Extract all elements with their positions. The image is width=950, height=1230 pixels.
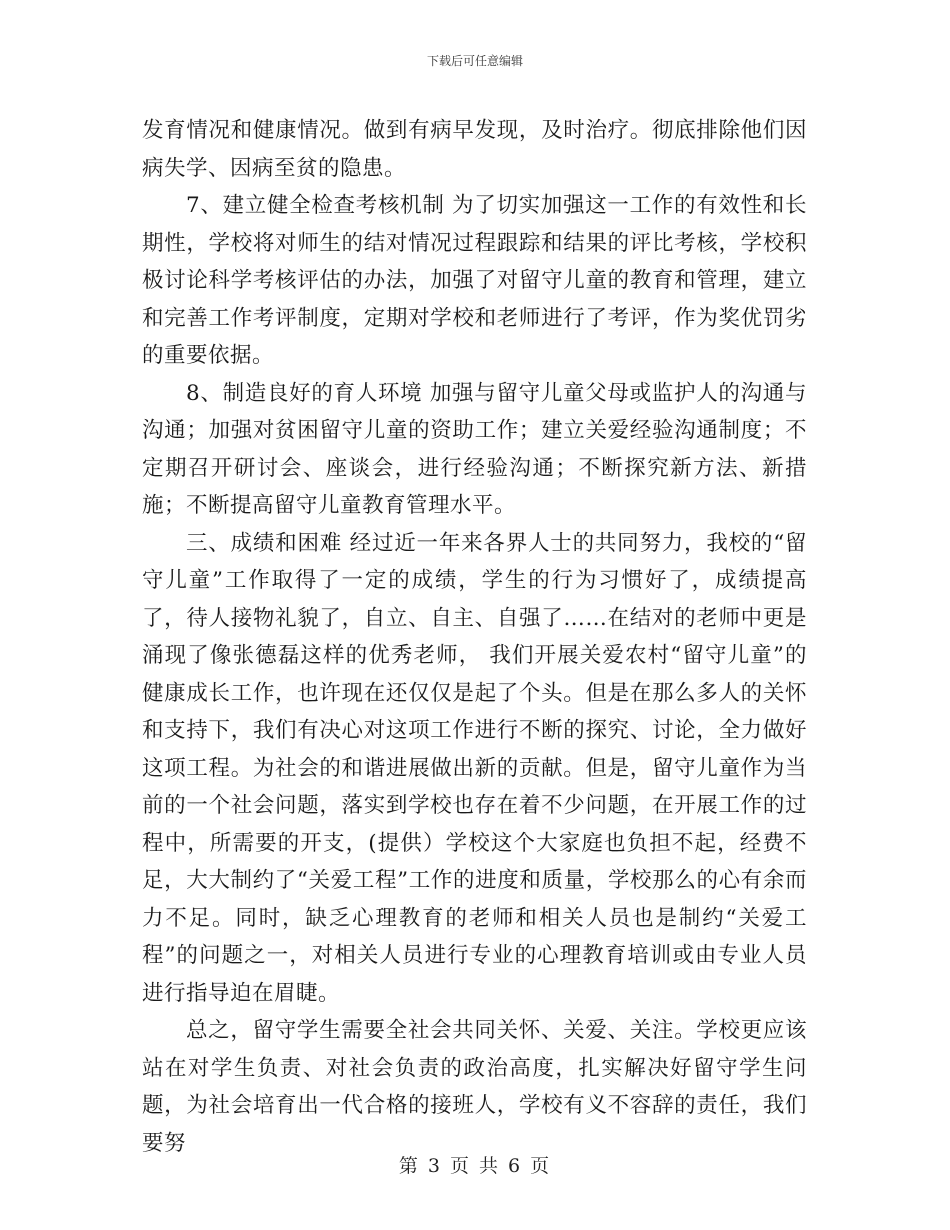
paragraph-conclusion: 总之，留守学生需要全社会共同关怀、关爱、关注。学校更应该站在对学生负责、对社会负责的政治高度，扎实解决好留守学生问题，为社会培育出一代合格的接班人，学校有义不容辞的责任，我们要努: [142, 1018, 807, 1156]
paragraph-education-environment: 8、制造良好的育人环境 加强与留守儿童父母或监护人的沟通与沟通；加强对贫困留守儿童的资助工作；建立关爱经验沟通制度；不定期召开研讨会、座谈会，进行经验沟通；不断探究新方法、新措施；不断提高留守儿童教育管理水平。: [142, 380, 807, 518]
paragraph-results-difficulties: 三、成绩和困难 经过近一年来各界人士的共同努力，我校的“留守儿童”工作取得了一定的成绩，学生的行为习惯好了，成绩提高了，待人接物礼貌了，自立、自主、自强了……在结对的老师中更是涌现了像张德磊这样的优秀老师， 我们开展关爱农村“留守儿童”的健康成长工作，也许现在还仅仅是起了个头。但是在那么多人的关怀和支持下，我们有决心对这项工作进行不断的探究、讨论，全力做好这项工程。为社会的和谐进展做出新的贡献。但是，留守儿童作为当前的一个社会问题，落实到学校也存在着不少问题，在开展工作的过程中，所需要的开支，(提供）学校这个大家庭也负担不起，经费不足，大大制约了“关爱工程”工作的进度和质量，学校那么的心有余而力不足。同时，缺乏心理教育的老师和相关人员也是制约“关爱工程”的问题之一，对相关人员进行专业的心理教育培训或由专业人员进行指导迫在眉睫。: [142, 530, 807, 1006]
paragraph-assessment-mechanism: 7、建立健全检查考核机制 为了切实加强这一工作的有效性和长期性，学校将对师生的结对情况过程跟踪和结果的评比考核，学校积极讨论科学考核评估的办法，加强了对留守儿童的教育和管理，建立和完善工作考评制度，定期对学校和老师进行了考评，作为奖优罚劣的重要依据。: [142, 193, 807, 368]
document-body: [142, 112, 807, 1162]
paragraph-health-continued: 发育情况和健康情况。做到有病早发现，及时治疗。彻底排除他们因病失学、因病至贫的隐患。: [142, 118, 807, 181]
page-header: 下载后可任意编辑: [426, 54, 523, 68]
page-number: 第 3 页 共 6 页: [398, 1155, 552, 1177]
